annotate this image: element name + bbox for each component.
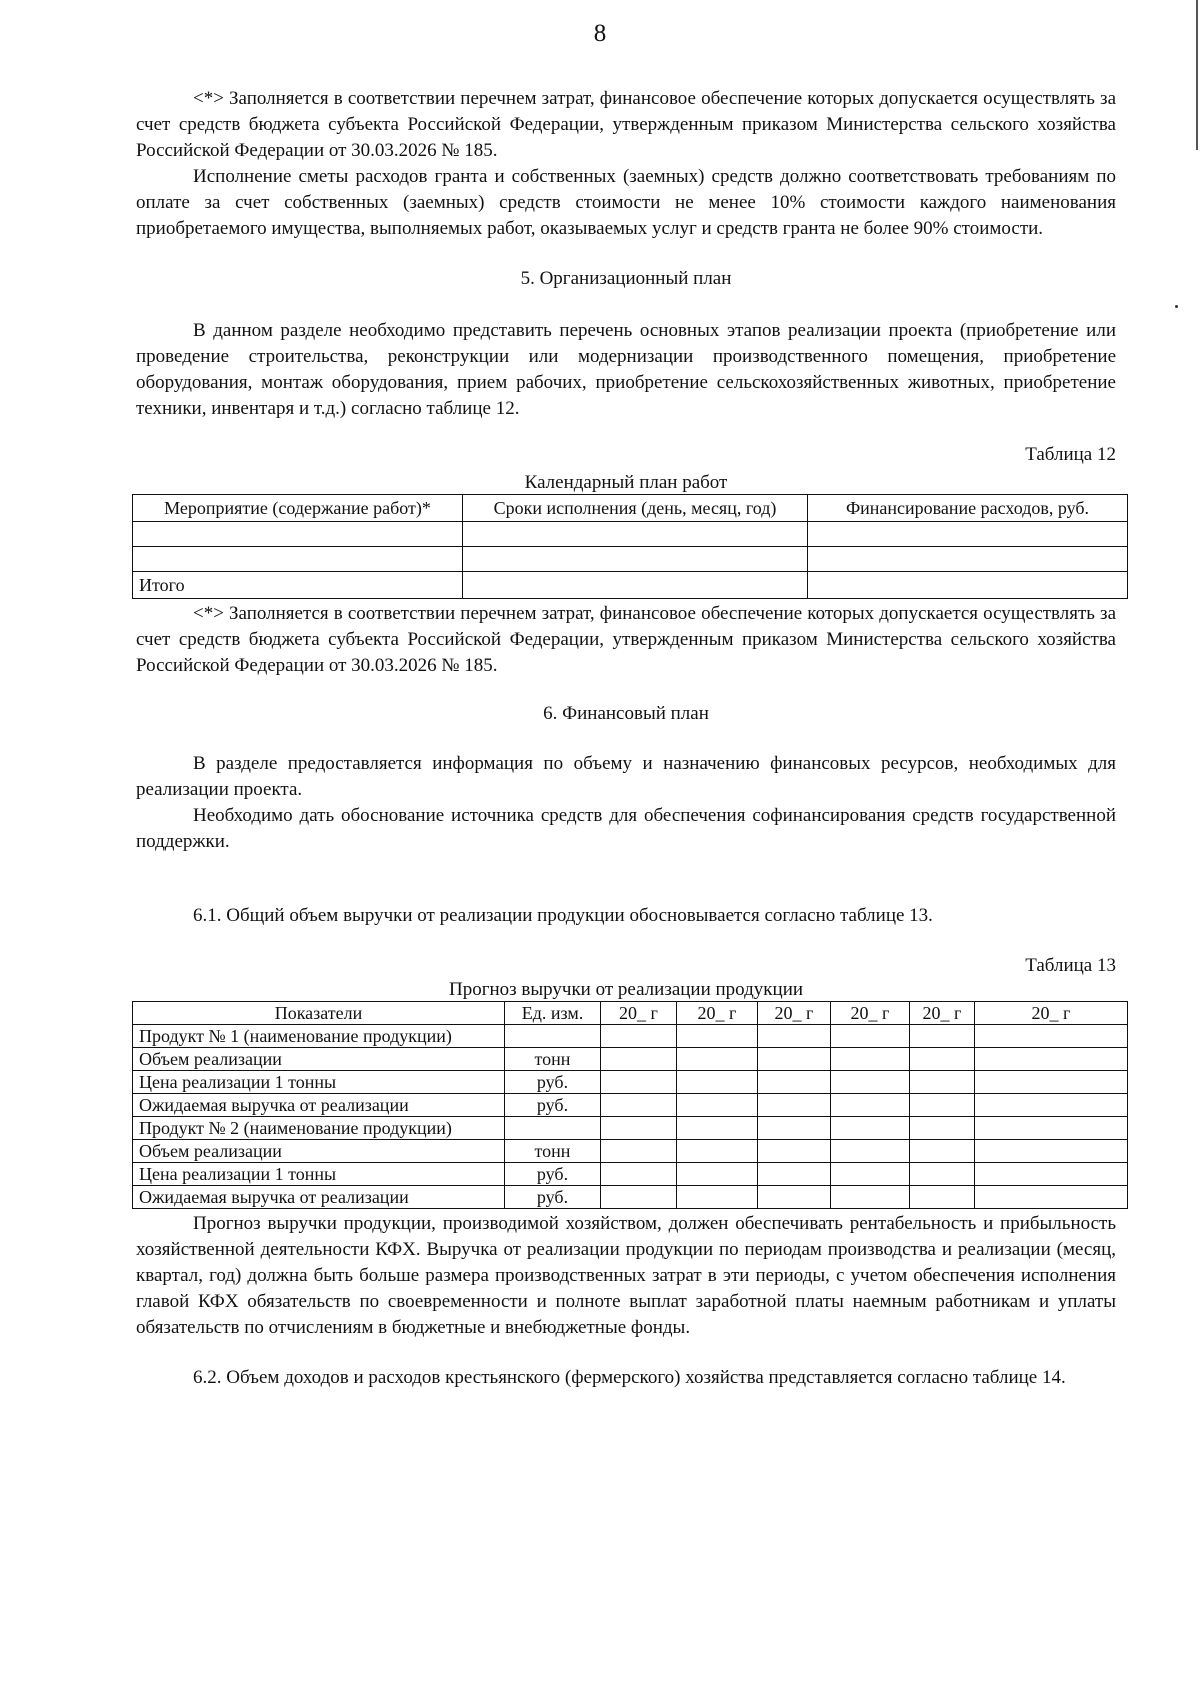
table-cell (831, 1094, 910, 1117)
table-cell (758, 1094, 831, 1117)
table-cell (133, 522, 463, 547)
table-cell (677, 1117, 758, 1140)
table-cell (677, 1025, 758, 1048)
table-cell (975, 1048, 1128, 1071)
table-cell (601, 1140, 677, 1163)
table-cell (910, 1071, 975, 1094)
table-row (133, 1094, 1128, 1117)
table-cell (910, 1140, 975, 1163)
table-cell: тонн (505, 1048, 601, 1071)
table-header-cell: Мероприятие (содержание работ)* (133, 495, 463, 522)
table-header-row (133, 495, 1128, 522)
table-header-cell: Сроки исполнения (день, месяц, год) (463, 495, 808, 522)
table-cell: руб. (505, 1071, 601, 1094)
table-cell (133, 547, 463, 572)
table-cell (601, 1071, 677, 1094)
table-cell (677, 1048, 758, 1071)
table-cell (758, 1117, 831, 1140)
table-cell (975, 1140, 1128, 1163)
table-cell: руб. (505, 1094, 601, 1117)
table-cell (808, 547, 1128, 572)
table-cell: руб. (505, 1163, 601, 1186)
table-cell (677, 1163, 758, 1186)
table-cell: Цена реализации 1 тонны (133, 1071, 505, 1094)
table-cell (758, 1140, 831, 1163)
table12-title: Календарный план работ (524, 472, 728, 493)
table-cell (601, 1094, 677, 1117)
table-cell (808, 572, 1128, 599)
table-cell (601, 1186, 677, 1209)
table-cell (910, 1117, 975, 1140)
section6-paragraph2: Необходимо дать обоснование источника средств для обеспечения софинансирования средств государственной поддержки. (136, 805, 1116, 852)
table-cell (758, 1071, 831, 1094)
table-cell: Ожидаемая выручка от реализации (133, 1186, 505, 1209)
table-cell: Цена реализации 1 тонны (133, 1163, 505, 1186)
table-cell (975, 1025, 1128, 1048)
table-header-cell: Показатели (133, 1002, 505, 1025)
table-cell (975, 1186, 1128, 1209)
table-header-row (133, 1002, 1128, 1025)
table-cell (910, 1048, 975, 1071)
table-cell: Ожидаемая выручка от реализации (133, 1094, 505, 1117)
page-number: 8 (593, 20, 607, 47)
table-cell (975, 1117, 1128, 1140)
table-cell (463, 547, 808, 572)
table-cell (758, 1163, 831, 1186)
table-cell (975, 1163, 1128, 1186)
table-cell (677, 1186, 758, 1209)
table-cell: Объем реализации (133, 1140, 505, 1163)
subsection-6-1: 6.1. Общий объем выручки от реализации продукции обосновывается согласно таблице 13. (193, 905, 933, 926)
section6-paragraph3: Прогноз выручки продукции, производимой хозяйством, должен обеспечивать рентабельность и прибыльность хозяйственной деятельности КФХ. Выручка от реализации продукции по периодам производства и реализации (месяц, квартал, год) должна быть больше размера производственных затрат в эти периоды, с учетом обеспечения исполнения главой КФХ обязательств по своевременности и полноте выплат заработной платы наемным работникам и уплаты обязательств по отчислениям в бюджетные и внебюджетные фонды. (136, 1213, 1116, 1338)
subsection-6-2: 6.2. Объем доходов и расходов крестьянского (фермерского) хозяйства представляется согласно таблице 14. (193, 1367, 1066, 1388)
table-cell (831, 1071, 910, 1094)
table-row (133, 1048, 1128, 1071)
table-cell (601, 1025, 677, 1048)
table-cell (601, 1163, 677, 1186)
table-row (133, 1071, 1128, 1094)
table-row (133, 522, 1128, 547)
table-cell (808, 522, 1128, 547)
calendar-plan-table (132, 494, 1128, 599)
grant-paragraph: Исполнение сметы расходов гранта и собственных (заемных) средств должно соответствовать требованиям по оплате за счет собственных (заемных) средств стоимости не менее 10% стоимости каждого наименования приобретаемого имущества, выполняемых работ, оказываемых услуг и средств гранта не более 90% стоимости. (136, 166, 1116, 239)
table-cell (910, 1025, 975, 1048)
table-cell (910, 1163, 975, 1186)
table-row (133, 547, 1128, 572)
table-header-cell: 20_ г (831, 1002, 910, 1025)
scan-speck (1175, 305, 1178, 308)
section6-paragraph1: В разделе предоставляется информация по объему и назначению финансовых ресурсов, необходимых для реализации проекта. (136, 753, 1116, 800)
table-cell (505, 1117, 601, 1140)
section6-heading: 6. Финансовый план (543, 703, 709, 724)
table-cell (831, 1140, 910, 1163)
table-row (133, 1140, 1128, 1163)
table-cell (975, 1094, 1128, 1117)
table-cell: Итого (133, 572, 463, 599)
table-cell (505, 1025, 601, 1048)
table-cell: руб. (505, 1186, 601, 1209)
table-cell (463, 522, 808, 547)
table-header-cell: 20_ г (975, 1002, 1128, 1025)
table-cell (831, 1186, 910, 1209)
table12-label: Таблица 12 (1025, 444, 1116, 465)
table-row (133, 1186, 1128, 1209)
table13-title: Прогноз выручки от реализации продукции (448, 979, 804, 1000)
table-cell: тонн (505, 1140, 601, 1163)
table13-label: Таблица 13 (1025, 955, 1116, 976)
footnote-top: <*> Заполняется в соответствии перечнем затрат, финансовое обеспечение которых допускается осуществлять за счет средств бюджета субъекта Российской Федерации, утвержденным приказом Министерства сельского хозяйства Российской Федерации от 30.03.2026 № 185. (136, 88, 1116, 161)
table-cell (910, 1186, 975, 1209)
table-cell (758, 1048, 831, 1071)
table-row (133, 1117, 1128, 1140)
table-cell: Продукт № 2 (наименование продукции) (133, 1117, 505, 1140)
table-cell (677, 1140, 758, 1163)
table-cell (758, 1025, 831, 1048)
table-cell: Продукт № 1 (наименование продукции) (133, 1025, 505, 1048)
table-cell (831, 1025, 910, 1048)
table-header-cell: 20_ г (758, 1002, 831, 1025)
table-row (133, 1025, 1128, 1048)
table-row-total (133, 572, 1128, 599)
table-header-cell: Финансирование расходов, руб. (808, 495, 1128, 522)
table-header-cell: 20_ г (601, 1002, 677, 1025)
table-cell (601, 1048, 677, 1071)
table-cell (758, 1186, 831, 1209)
table-cell (677, 1094, 758, 1117)
table-header-cell: 20_ г (677, 1002, 758, 1025)
table-cell (910, 1094, 975, 1117)
table-cell (463, 572, 808, 599)
document-body (136, 86, 1116, 1391)
revenue-forecast-table (132, 1001, 1128, 1209)
table-cell (975, 1071, 1128, 1094)
section5-paragraph: В данном разделе необходимо представить перечень основных этапов реализации проекта (приобретение или проведение строительства, реконструкции или модернизации производственного помещения, приобретение оборудования, монтаж оборудования, прием рабочих, приобретение сельскохозяйственных животных, приобретение техники, инвентаря и т.д.) согласно таблице 12. (136, 320, 1116, 419)
footnote-table12: <*> Заполняется в соответствии перечнем затрат, финансовое обеспечение которых допускается осуществлять за счет средств бюджета субъекта Российской Федерации, утвержденным приказом Министерства сельского хозяйства Российской Федерации от 30.03.2026 № 185. (136, 603, 1116, 676)
table-cell: Объем реализации (133, 1048, 505, 1071)
table-row (133, 1163, 1128, 1186)
table-cell (677, 1071, 758, 1094)
table-cell (831, 1117, 910, 1140)
table-cell (831, 1163, 910, 1186)
table-header-cell: 20_ г (910, 1002, 975, 1025)
table-cell (601, 1117, 677, 1140)
section5-heading: 5. Организационный план (520, 268, 732, 289)
table-cell (831, 1048, 910, 1071)
table-header-cell: Ед. изм. (505, 1002, 601, 1025)
